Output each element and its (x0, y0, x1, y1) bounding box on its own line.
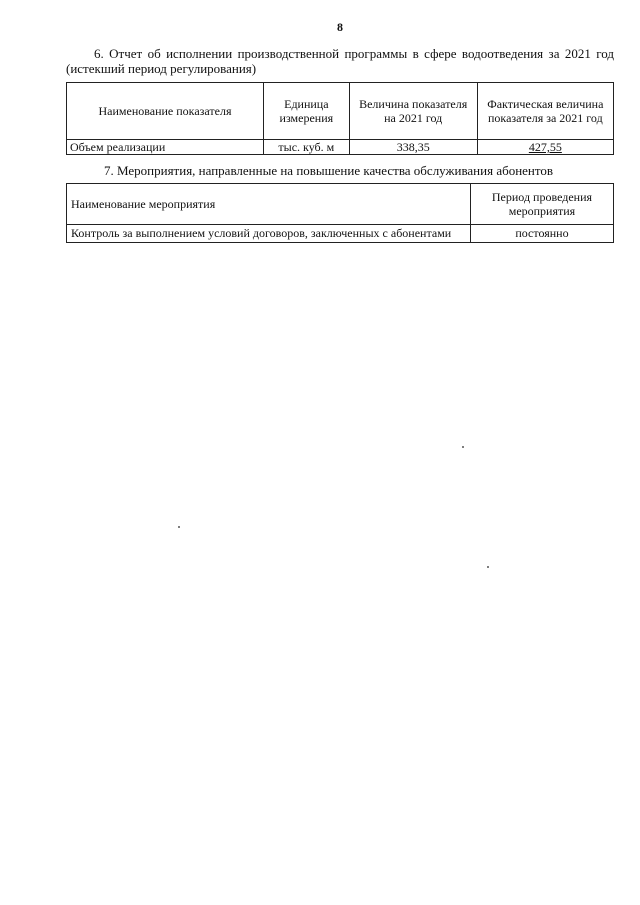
actual-value: 427,55 (477, 140, 613, 155)
service-quality-measures-table (66, 183, 614, 243)
scan-speck (178, 526, 180, 528)
scan-speck (462, 446, 464, 448)
table-row (67, 140, 614, 155)
table-header-row (67, 83, 614, 140)
section-7-title: 7. Мероприятия, направленные на повышение качества обслуживания абонентов (104, 163, 554, 178)
activity-name: Контроль за выполнением условий договоров, заключенных с абонентами (67, 225, 471, 243)
header-actual-value: Фактическая величина показателя за 2021 год (477, 83, 613, 140)
header-activity-name: Наименование мероприятия (67, 184, 471, 225)
planned-value: 338,35 (349, 140, 477, 155)
production-program-report-table (66, 82, 614, 155)
section-6-title: 6. Отчет об исполнении производственной программы в сфере водоотведения за 2021 год (истекший период регулирования) (66, 46, 614, 76)
header-planned-value: Величина показателя на 2021 год (349, 83, 477, 140)
header-indicator-name: Наименование показателя (67, 83, 264, 140)
page-number: 8 (337, 20, 343, 34)
header-unit: Единица измерения (263, 83, 349, 140)
scan-speck (487, 566, 489, 568)
indicator-unit: тыс. куб. м (263, 140, 349, 155)
header-activity-period: Период проведения мероприятия (470, 184, 613, 225)
activity-period: постоянно (470, 225, 613, 243)
table-header-row (67, 184, 614, 225)
indicator-name: Объем реализации (67, 140, 264, 155)
table-row (67, 225, 614, 243)
